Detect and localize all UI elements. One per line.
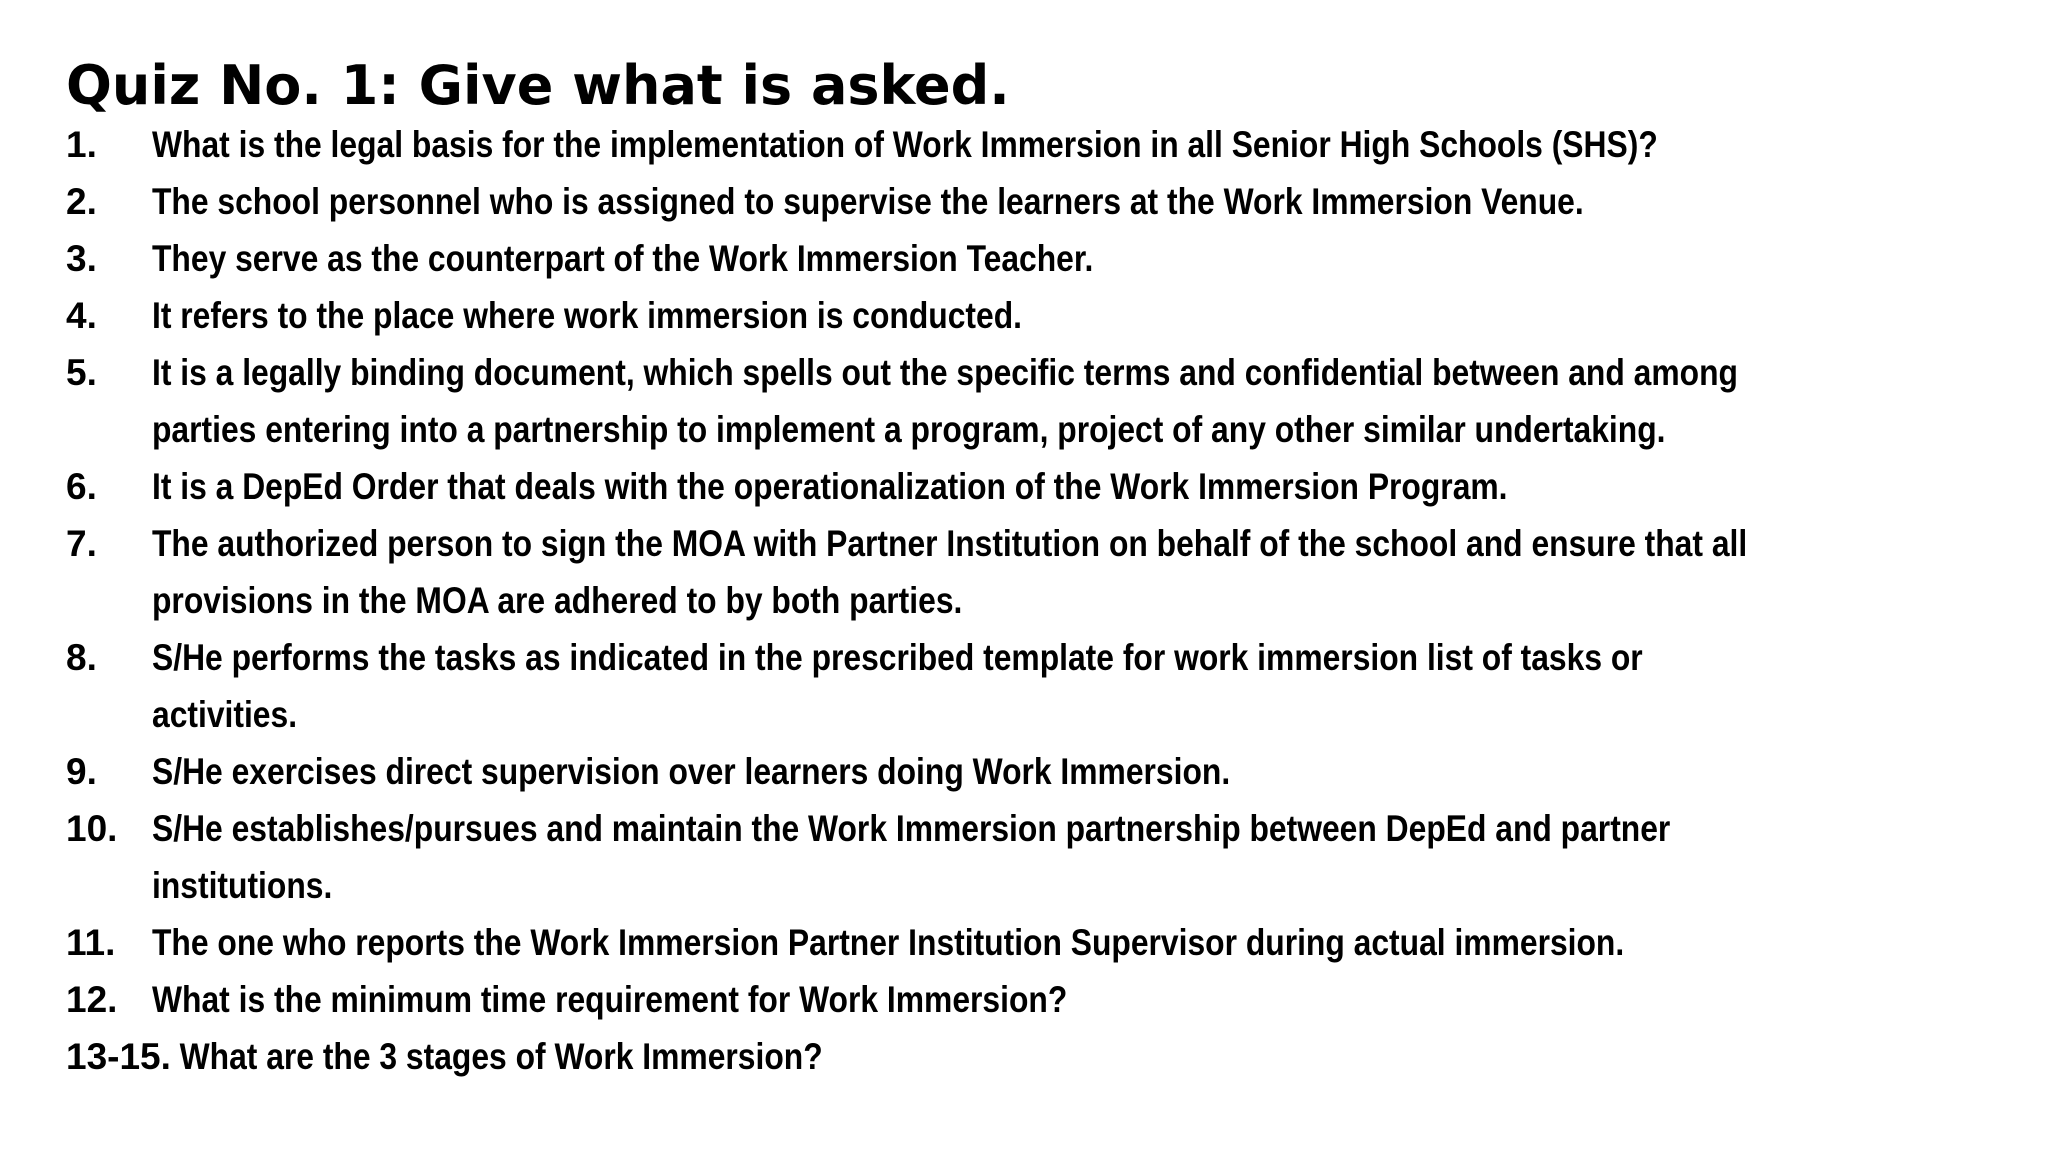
question-number: 7. <box>66 523 97 564</box>
question-item-3 <box>66 230 2026 287</box>
question-text: S/He performs the tasks as indicated in the prescribed template for work immersion list of tasks or activities. <box>152 637 1643 735</box>
question-item-10 <box>66 800 2026 914</box>
question-item-6 <box>66 458 2026 515</box>
question-list <box>66 116 2026 1085</box>
question-text: What is the minimum time requirement for Work Immersion? <box>152 979 1068 1020</box>
question-item-8 <box>66 629 2026 743</box>
question-item-11 <box>66 914 2026 971</box>
question-number: 8. <box>66 637 97 678</box>
question-item-1 <box>66 116 2026 173</box>
question-number: 11. <box>66 922 116 963</box>
question-text: S/He exercises direct supervision over learners doing Work Immersion. <box>152 751 1231 792</box>
question-text: The one who reports the Work Immersion Partner Institution Supervisor during actual immersion. <box>152 922 1625 963</box>
question-item-5 <box>66 344 2026 458</box>
question-item-4 <box>66 287 2026 344</box>
quiz-title: Quiz No. 1: Give what is asked. <box>66 54 1010 117</box>
question-number: 6. <box>66 466 97 507</box>
question-number: 3. <box>66 238 97 279</box>
question-number: 4. <box>66 295 97 336</box>
question-number: 10. <box>66 808 118 849</box>
question-text: They serve as the counterpart of the Work Immersion Teacher. <box>152 238 1094 279</box>
question-item-2 <box>66 173 2026 230</box>
question-item-9 <box>66 743 2026 800</box>
question-number: 12. <box>66 979 118 1020</box>
question-number: 13-15. <box>66 1036 171 1077</box>
question-text: The authorized person to sign the MOA with Partner Institution on behalf of the school and ensure that all provisions in the MOA are adhered to by both parties. <box>152 523 1748 621</box>
question-text: It is a DepEd Order that deals with the operationalization of the Work Immersion Program. <box>152 466 1508 507</box>
question-text: What are the 3 stages of Work Immersion? <box>179 1036 823 1077</box>
question-text: It is a legally binding document, which spells out the specific terms and confidential between and among parties entering into a partnership to implement a program, project of any other similar undertaking. <box>152 352 1738 450</box>
question-text: It refers to the place where work immersion is conducted. <box>152 295 1022 336</box>
question-number: 1. <box>66 124 97 165</box>
question-item-12 <box>66 971 2026 1028</box>
question-item-7 <box>66 515 2026 629</box>
question-text: What is the legal basis for the implementation of Work Immersion in all Senior High Schools (SHS)? <box>152 124 1658 165</box>
question-number: 9. <box>66 751 97 792</box>
question-number: 2. <box>66 181 97 222</box>
question-text: S/He establishes/pursues and maintain the Work Immersion partnership between DepEd and partner institutions. <box>152 808 1671 906</box>
question-number: 5. <box>66 352 97 393</box>
question-text: The school personnel who is assigned to supervise the learners at the Work Immersion Venue. <box>152 181 1584 222</box>
question-item-13-15 <box>66 1028 2026 1085</box>
